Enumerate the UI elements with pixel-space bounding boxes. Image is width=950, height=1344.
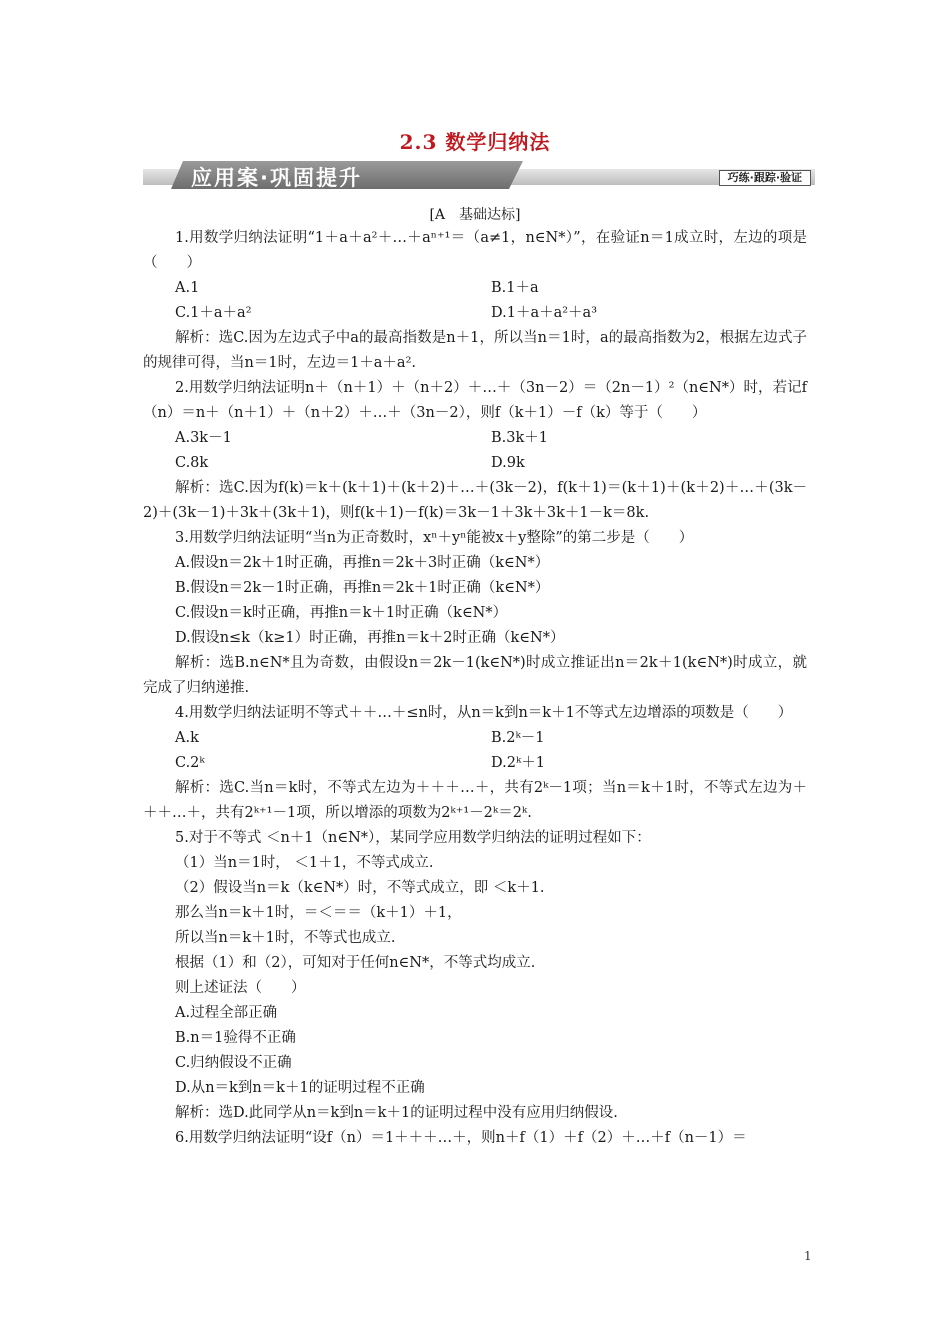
option: B.3k＋1 xyxy=(491,430,549,446)
option-line: B.假设n＝2k－1时正确，再推n＝2k＋1时正确（k∈N*） xyxy=(175,580,550,596)
paragraph: 解析：选C.因为f(k)＝k＋(k＋1)＋(k＋2)＋…＋(3k－2)，f(k＋1)＝(k＋1)＋(k＋2)＋…＋(3k－2)＋(3k－1)＋3k＋(3k＋1)，则f(k＋1)－f(k)＝3k－1＋3k＋3k＋1－k＝8k. xyxy=(143,480,807,521)
paragraph: 5.对于不等式 ＜n＋1（n∈N*），某同学应用数学归纳法的证明过程如下： xyxy=(175,830,651,846)
paragraph: 4.用数学归纳法证明不等式＋＋…＋≤n时，从n＝k到n＝k＋1不等式左边增添的项数是（ ） xyxy=(175,705,793,721)
option: B.1＋a xyxy=(491,280,539,296)
option: A.3k－1 xyxy=(175,430,232,446)
paragraph: 3.用数学归纳法证明“当n为正奇数时，xⁿ＋yⁿ能被x＋y整除”的第二步是（ ） xyxy=(175,530,694,546)
page-title: 2.3 数学归纳法 xyxy=(399,130,551,154)
page-number: 1 xyxy=(804,1249,812,1263)
option-line: D.从n＝k到n＝k＋1的证明过程不正确 xyxy=(175,1080,425,1096)
paragraph: 1.用数学归纳法证明“1＋a＋a²＋…＋aⁿ⁺¹＝（a≠1，n∈N*）”，在验证n＝1成立时，左边的项是（ ） xyxy=(143,230,807,271)
option: D.9k xyxy=(491,455,525,471)
option-row xyxy=(143,426,807,451)
banner-title-part2: 巩固提升 xyxy=(269,166,362,190)
option-line: D.假设n≤k（k≥1）时正确，再推n＝k＋2时正确（k∈N*） xyxy=(175,630,565,646)
paragraph: 解析：选D.此同学从n＝k到n＝k＋1的证明过程中没有应用归纳假设. xyxy=(175,1105,618,1121)
option: A.k xyxy=(175,730,199,746)
option-line: （2）假设当n＝k（k∈N*）时，不等式成立，即 ＜k＋1. xyxy=(175,880,545,896)
paragraph: 解析：选C.当n＝k时，不等式左边为＋＋＋…＋，共有2ᵏ－1项；当n＝k＋1时，不等式左边为＋＋＋…＋，共有2ᵏ⁺¹－1项，所以增添的项数为2ᵏ⁺¹－2ᵏ＝2ᵏ. xyxy=(143,780,807,821)
option-line: A.假设n＝2k＋1时正确，再推n＝2k＋3时正确（k∈N*） xyxy=(175,555,550,571)
option: D.1＋a＋a²＋a³ xyxy=(491,305,598,321)
paragraph: 解析：选B.n∈N*且为奇数，由假设n＝2k－1(k∈N*)时成立推证出n＝2k＋1(k∈N*)时成立，就完成了归纳递推. xyxy=(143,655,807,696)
option: A.1 xyxy=(175,280,200,296)
question-content xyxy=(143,226,807,1151)
option-row xyxy=(143,751,807,776)
banner-title xyxy=(191,162,362,192)
option-line: 则上述证法（ ） xyxy=(175,980,306,996)
option-row xyxy=(143,726,807,751)
option-row xyxy=(143,301,807,326)
banner-dot: · xyxy=(260,166,270,190)
option: D.2ᵏ＋1 xyxy=(491,755,545,771)
option-line: 根据（1）和（2），可知对于任何n∈N*，不等式均成立. xyxy=(175,955,536,971)
option: C.1＋a＋a² xyxy=(175,305,252,321)
option-line: B.n＝1验得不正确 xyxy=(175,1030,296,1046)
section-banner xyxy=(143,161,815,189)
banner-right-label: 巧练·跟踪·验证 xyxy=(719,170,811,186)
option-line: （1）当n＝1时， ＜1＋1，不等式成立. xyxy=(175,855,434,871)
option-line: 那么当n＝k＋1时，＝＜＝＝（k＋1）＋1， xyxy=(175,905,462,921)
option-line: 所以当n＝k＋1时，不等式也成立. xyxy=(175,930,396,946)
option: C.2ᵏ xyxy=(175,755,205,771)
option: C.8k xyxy=(175,455,209,471)
option-line: C.假设n＝k时正确，再推n＝k＋1时正确（k∈N*） xyxy=(175,605,508,621)
paragraph: 解析：选C.因为左边式子中a的最高指数是n＋1，所以当n＝1时，a的最高指数为2，根据左边式子的规律可得，当n＝1时，左边＝1＋a＋a². xyxy=(143,330,807,371)
option-line: A.过程全部正确 xyxy=(175,1005,278,1021)
paragraph: 6.用数学归纳法证明“设f（n）＝1＋＋＋…＋，则n＋f（1）＋f（2）＋…＋f（n－1）＝ xyxy=(175,1130,747,1146)
option-row xyxy=(143,451,807,476)
option-line: C.归纳假设不正确 xyxy=(175,1055,292,1071)
paragraph: 2.用数学归纳法证明n＋（n＋1）＋（n＋2）＋…＋（3n－2）＝（2n－1）²（n∈N*）时，若记f（n）＝n＋（n＋1）＋（n＋2）＋…＋（3n－2），则f（k＋1）－f（k）等于（ ） xyxy=(143,380,807,421)
option: B.2ᵏ－1 xyxy=(491,730,545,746)
banner-title-part1: 应用案 xyxy=(191,166,260,190)
option-row xyxy=(143,276,807,301)
section-heading: [A 基础达标] xyxy=(429,207,521,223)
